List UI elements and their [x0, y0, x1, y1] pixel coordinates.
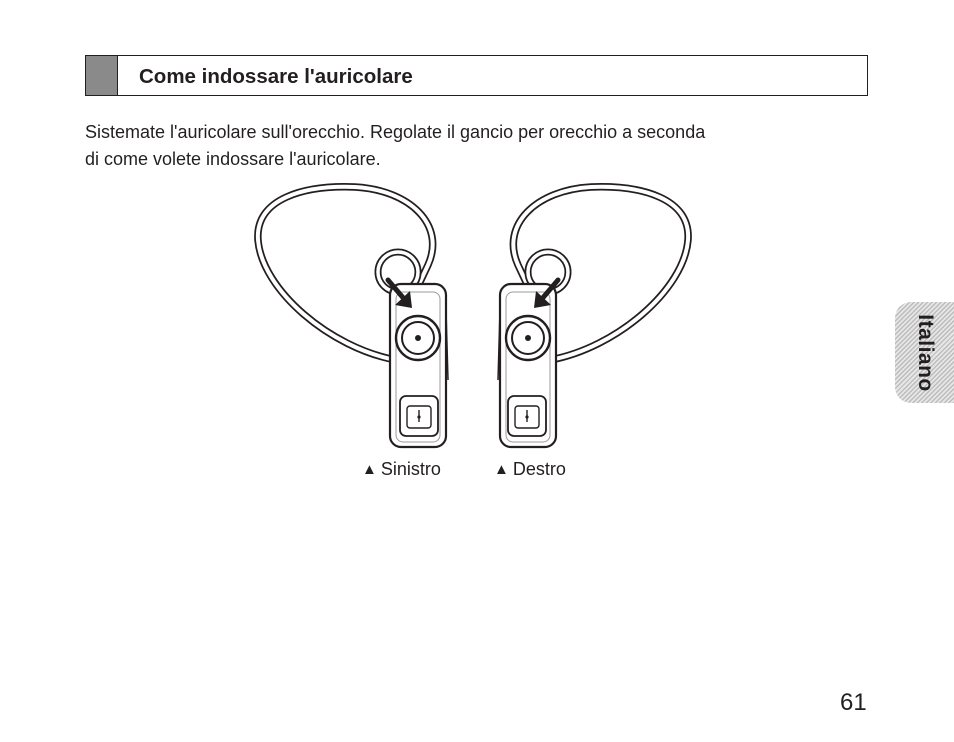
instruction-line-1: Sistemate l'auricolare sull'orecchio. Regolate il gancio per orecchio a seconda — [85, 122, 706, 142]
left-headset — [258, 187, 448, 447]
section-marker — [86, 56, 118, 95]
headset-illustration — [250, 180, 700, 455]
triangle-marker-icon: ▲ — [362, 461, 377, 478]
page-number: 61 — [840, 689, 867, 716]
right-headset — [498, 187, 688, 447]
caption-left — [362, 458, 441, 482]
language-tab-label: Italiano — [913, 313, 937, 392]
section-header — [85, 55, 868, 96]
section-title: Come indossare l'auricolare — [139, 65, 413, 88]
caption-left-text: Sinistro — [380, 459, 441, 479]
language-tab — [895, 302, 954, 403]
instruction-line-2: di come volete indossare l'auricolare. — [85, 149, 381, 169]
caption-right — [494, 458, 566, 482]
instruction-text — [85, 119, 845, 173]
caption-right-text: Destro — [512, 459, 566, 479]
triangle-marker-icon: ▲ — [494, 461, 509, 478]
